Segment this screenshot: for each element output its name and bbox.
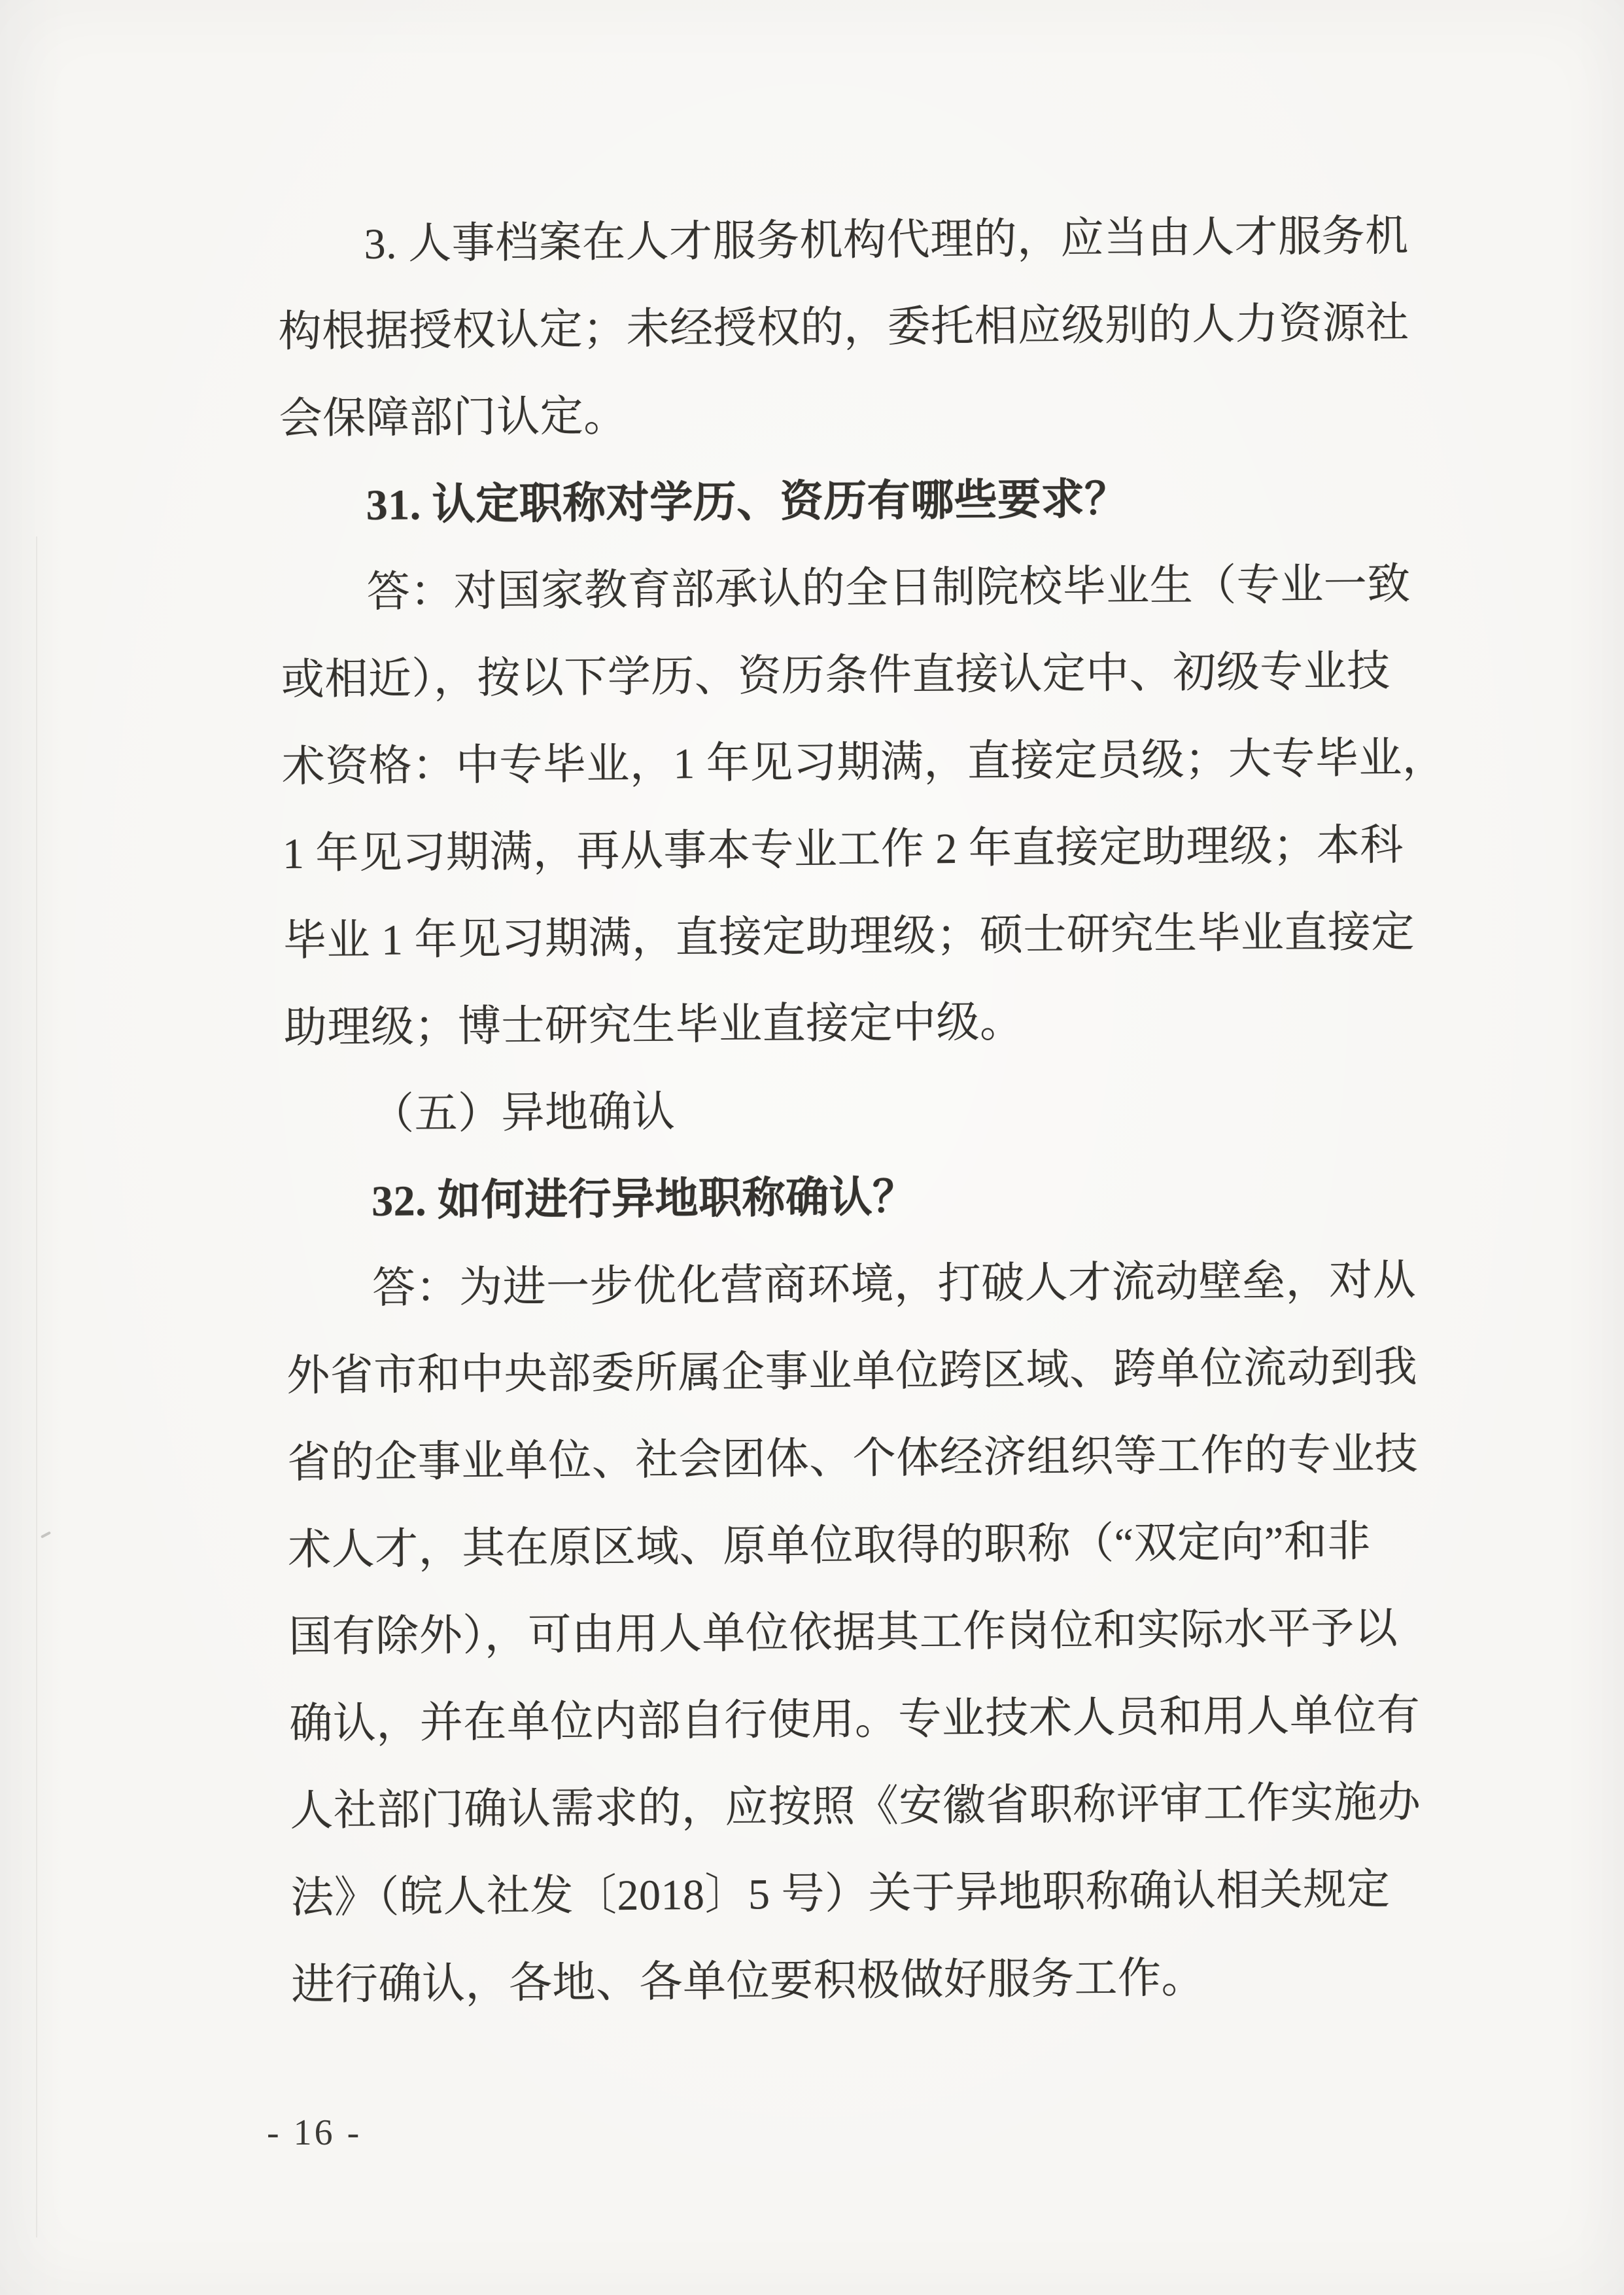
- text-line: 法》（皖人社发〔2018〕5 号）关于异地职称确认相关规定: [290, 1865, 1391, 1922]
- text-line: 答：为进一步优化营商环境，打破人才流动壁垒，对从: [371, 1256, 1417, 1312]
- text-line: 进行确认，各地、各单位要积极做好服务工作。: [291, 1954, 1205, 2009]
- text-line: 术资格：中专毕业，1 年见习期满，直接定员级；大专毕业，: [281, 734, 1446, 792]
- scan-speck: [41, 1531, 51, 1538]
- scan-edge-artifact: [36, 536, 37, 2237]
- text-line: 或相近），按以下学历、资历条件直接认定中、初级专业技: [281, 647, 1391, 705]
- text-line: 3. 人事档案在人才服务机构代理的，应当由人才服务机: [364, 212, 1409, 269]
- text-line: 国有除外），可由用人单位依据其工作岗位和实际水平予以: [288, 1604, 1398, 1662]
- document-body: [277, 192, 1462, 2029]
- text-line: 省的企事业单位、社会团体、个体经济组织等工作的专业技: [286, 1430, 1419, 1488]
- text-line: 外省市和中央部委所属企事业单位跨区域、跨单位流动到我: [286, 1343, 1418, 1401]
- text-line: 术人才，其在原区域、原单位取得的职称（“双定向”和非: [287, 1518, 1372, 1575]
- text-line: 助理级；博士研究生毕业直接定中级。: [283, 998, 1024, 1053]
- text-line: 确认，并在单位内部自行使用。专业技术人员和用人单位有: [289, 1691, 1421, 1748]
- text-line: 32. 如何进行异地职称确认？: [371, 1173, 916, 1225]
- text-line: 毕业 1 年见习期满，直接定助理级；硕士研究生毕业直接定: [283, 908, 1415, 966]
- text-line: 1 年见习期满，再从事本专业工作 2 年直接定助理级；本科: [282, 821, 1404, 879]
- page-number: - 16 -: [267, 2112, 362, 2153]
- text-line: （五）异地确认: [370, 1088, 676, 1138]
- text-line: 会保障部门认定。: [279, 392, 627, 444]
- text-line: 答：对国家教育部承认的全日制院校毕业生（专业一致: [366, 560, 1411, 617]
- text-line: 31. 认定职称对学历、资历有哪些要求？: [366, 475, 1128, 530]
- text-line: 构根据授权认定；未经授权的，委托相应级别的人力资源社: [278, 299, 1409, 357]
- text-line: 人社部门确认需求的，应按照《安徽省职称评审工作实施办: [290, 1778, 1421, 1835]
